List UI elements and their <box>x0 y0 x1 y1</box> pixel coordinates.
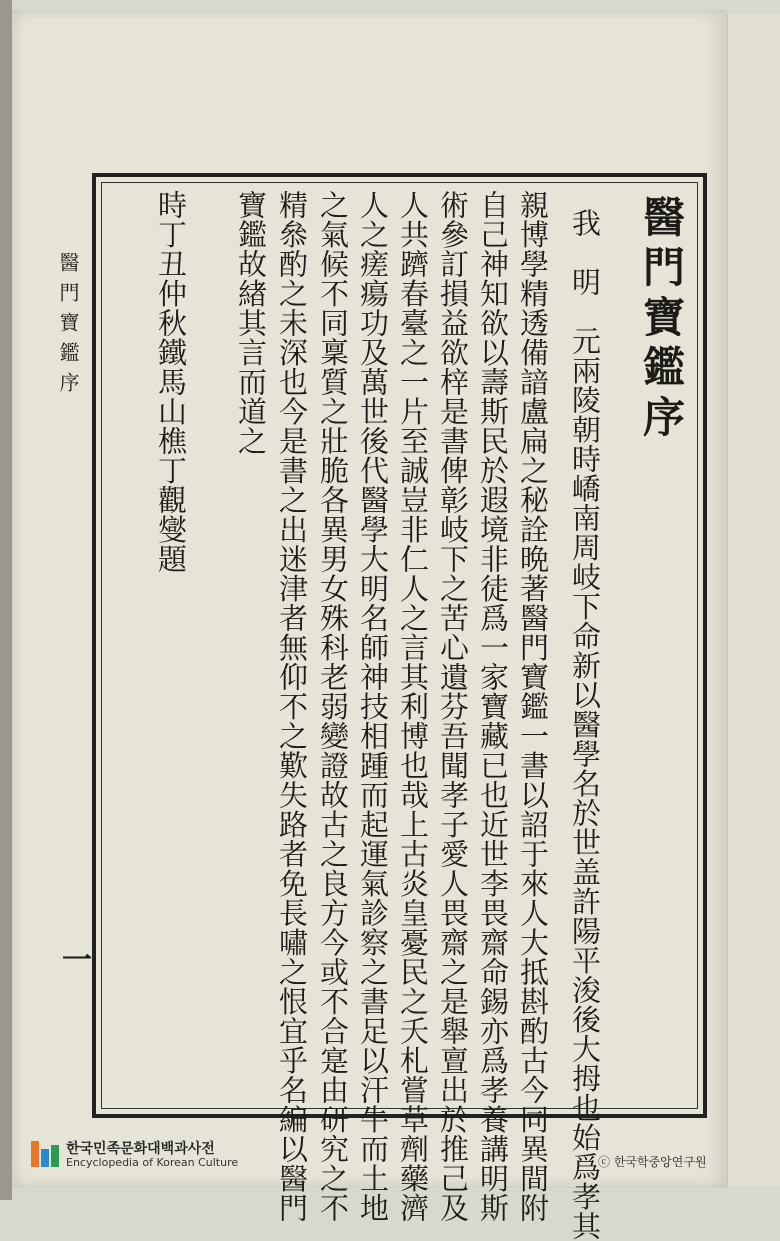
text-column: 人之瘥瘍功及萬世後代醫學大明名師神技相踵而起運氣診察之書足以汗牛而土地 <box>356 190 390 1223</box>
preface-title: 醫門寶鑑序 <box>637 195 686 445</box>
page-number: 一 <box>62 943 92 978</box>
footer-copyright: ⓒ 한국학중앙연구원 <box>598 1155 707 1169</box>
text-column: 寶鑑故緖其言而道之 <box>234 190 268 456</box>
next-page-edge <box>727 14 780 1186</box>
encyclopedia-logo-icon <box>30 1139 60 1169</box>
book-spine <box>0 0 12 1200</box>
text-column: 術參訂損益欲梓是書俾彰岐下之苦心遺芬吾聞孝子愛人畏齋之是舉亶出於推己及 <box>436 190 470 1223</box>
text-column: 精叅酌之未深也今是書之出迷津者無仰不之歎失路者免長嘯之恨宜乎名編以醫門 <box>275 190 309 1223</box>
footer-org-korean: 한국민족문화대백과사전 <box>66 1141 215 1157</box>
text-column: 之氣候不同稟質之壯脆各異男女殊科老弱變證故古之良方今或不合寔由研究之不 <box>316 190 350 1223</box>
text-column: 人共躋春臺之一片至誠豈非仁人之言其利博也哉上古炎皇憂民之夭札嘗草劑藥濟 <box>396 190 430 1223</box>
footer-org-english: Encyclopedia of Korean Culture <box>66 1156 239 1169</box>
text-column: 親博學精透備諳盧扁之秘詮晩著醫門寶鑑一書以詔于來人大抵斟酌古今同異間附 <box>516 190 550 1223</box>
text-column: 我 明 元兩陵朝時嶠南周岐下命新以醫學名於世盖許陽平浚後大拇也始爲孝其 <box>568 208 602 1241</box>
signature-column: 時丁丑仲秋鐵馬山樵丁觀燮題 <box>154 190 188 574</box>
text-column: 自己神知欲以壽斯民於遐境非徒爲一家寶藏已也近世李畏齋命錫亦爲孝養講明斯 <box>476 190 510 1223</box>
running-head: 醫門寶鑑序 <box>56 252 80 402</box>
